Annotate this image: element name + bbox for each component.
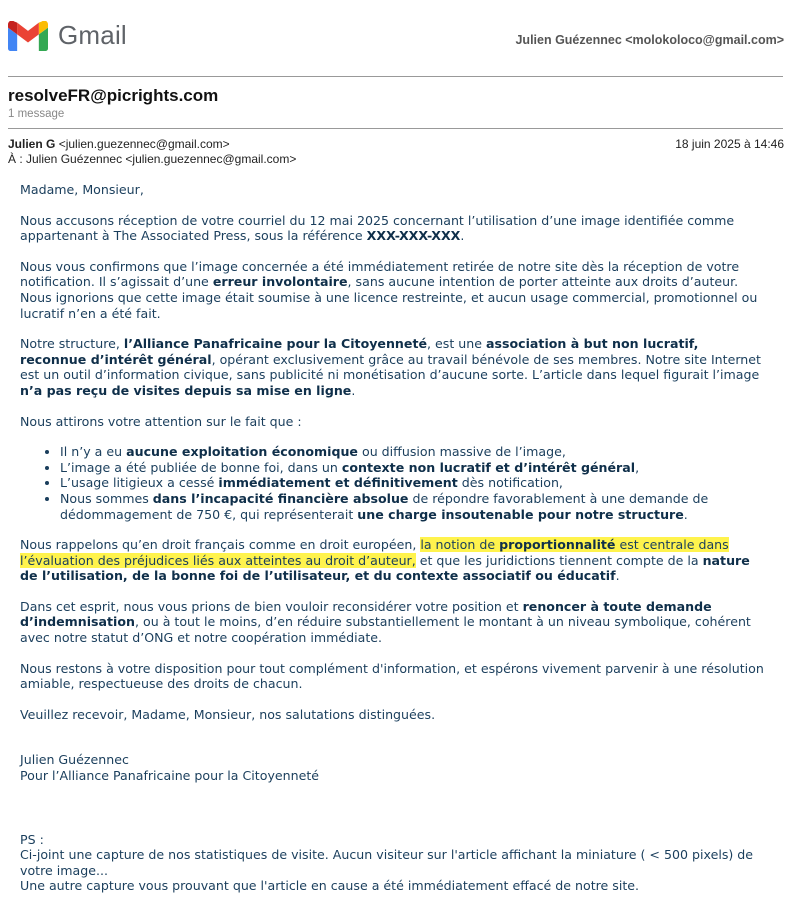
- app-name: Gmail: [58, 20, 127, 50]
- paragraph-6: Dans cet esprit, nous vous prions de bien vouloir reconsidérer votre position et renoncer à toute demande d’indemnisation, ou à tout le moins, d’en réduire substantiellement le montant à un niveau symbolique, cohérent avec notre statut d’ONG et notre coopération immédiate.: [20, 598, 751, 646]
- subject-divider: [8, 128, 783, 129]
- gmail-logo[interactable]: [8, 20, 127, 51]
- gmail-header: [0, 0, 791, 72]
- signature-name: Julien Guézennec: [20, 752, 129, 768]
- signature: [20, 752, 765, 783]
- message-recipient: À : Julien Guézennec <julien.guezennec@gmail.com>: [8, 152, 297, 166]
- list-item: • L’usage litigieux a cessé immédiatement et définitivement dès notification,: [60, 475, 765, 491]
- message-date: 18 juin 2025 à 14:46: [675, 137, 784, 151]
- bullet-list: [20, 444, 765, 522]
- sender-email: <julien.guezennec@gmail.com>: [58, 137, 230, 151]
- sender-name: Julien G: [8, 137, 56, 151]
- postscript: [20, 832, 765, 894]
- list-item: • Il n’y a eu aucune exploitation économique ou diffusion massive de l’image,: [60, 444, 765, 460]
- paragraph-3: Notre structure, l’Alliance Panafricaine pour la Citoyenneté, est une association à but non lucratif, reconnue d’intérêt général, opérant exclusivement grâce au travail bénévole de ses membres. Notre site Internet est un outil d’information civique, sans publicité ni monétisation d’aucune sorte. L’article dans lequel figurait l’image n’a pas reçu de visites depuis sa mise en ligne.: [20, 336, 761, 398]
- paragraph-2: Nous vous confirmons que l’image concernée a été immédiatement retirée de notre site dès la réception de votre notification. Il s’agissait d’une erreur involontaire, sans aucune intention de porter atteinte aux droits d’auteur. Nous ignorions que cette image était soumise à une licence restreinte, et aucun usage commercial, promotionnel ou lucratif n’en a été fait.: [20, 258, 758, 321]
- reference-number: XXX-XXX-XXX: [366, 228, 461, 244]
- thread-subject: resolveFR@picrights.com: [8, 86, 219, 105]
- paragraph-4: Nous attirons votre attention sur le fait que :: [20, 413, 302, 429]
- greeting: Madame, Monsieur,: [20, 182, 144, 197]
- message-sender: [8, 137, 230, 151]
- paragraph-1: Nous accusons réception de votre courriel du 12 mai 2025 concernant l’utilisation d’une image identifiée comme appartenant à The Associated Press, sous la référence XXX-XXX-XXX.: [20, 212, 735, 244]
- highlighted-text: la notion de proportionnalité est centrale dans l’évaluation des préjudices liés aux atteintes au droit d’auteur,: [20, 537, 729, 568]
- ps-line-2: Une autre capture vous prouvant que l'article en cause a été immédiatement effacé de notre site.: [20, 878, 640, 894]
- list-item: • Nous sommes dans l’incapacité financière absolue de répondre favorablement à une demande de dédommagement de 750 €, qui représenterait une charge insoutenable pour notre structure.: [60, 491, 765, 522]
- message-count: 1 message: [8, 108, 65, 120]
- message-body: [20, 182, 765, 894]
- header-divider: [8, 76, 783, 77]
- signature-organization: Pour l’Alliance Panafricaine pour la Citoyenneté: [20, 768, 320, 784]
- gmail-m-icon: [8, 21, 48, 51]
- list-item: • L’image a été publiée de bonne foi, dans un contexte non lucratif et d’intérêt général,: [60, 460, 765, 476]
- ps-title: PS :: [20, 831, 44, 847]
- paragraph-7: Nous restons à votre disposition pour tout complément d'information, et espérons vivement parvenir à une résolution amiable, respectueuse des droits de chacun.: [20, 660, 764, 692]
- paragraph-5: Nous rappelons qu’en droit français comme en droit européen, la notion de proportionnalité est centrale dans l’évaluation des préjudices liés aux atteintes au droit d’auteur, et que les juridictions tiennent compte de la nature de l’utilisation, de la bonne foi de l’utilisateur, et du contexte associatif ou éducatif.: [20, 537, 750, 584]
- ps-line-1: Ci-joint une capture de nos statistiques de visite. Aucun visiteur sur l'article affichant la miniature ( < 500 pixels) de votre image...: [20, 847, 754, 878]
- paragraph-8: Veuillez recevoir, Madame, Monsieur, nos salutations distinguées.: [20, 706, 436, 722]
- account-label: Julien Guézennec <molokoloco@gmail.com>: [515, 33, 784, 47]
